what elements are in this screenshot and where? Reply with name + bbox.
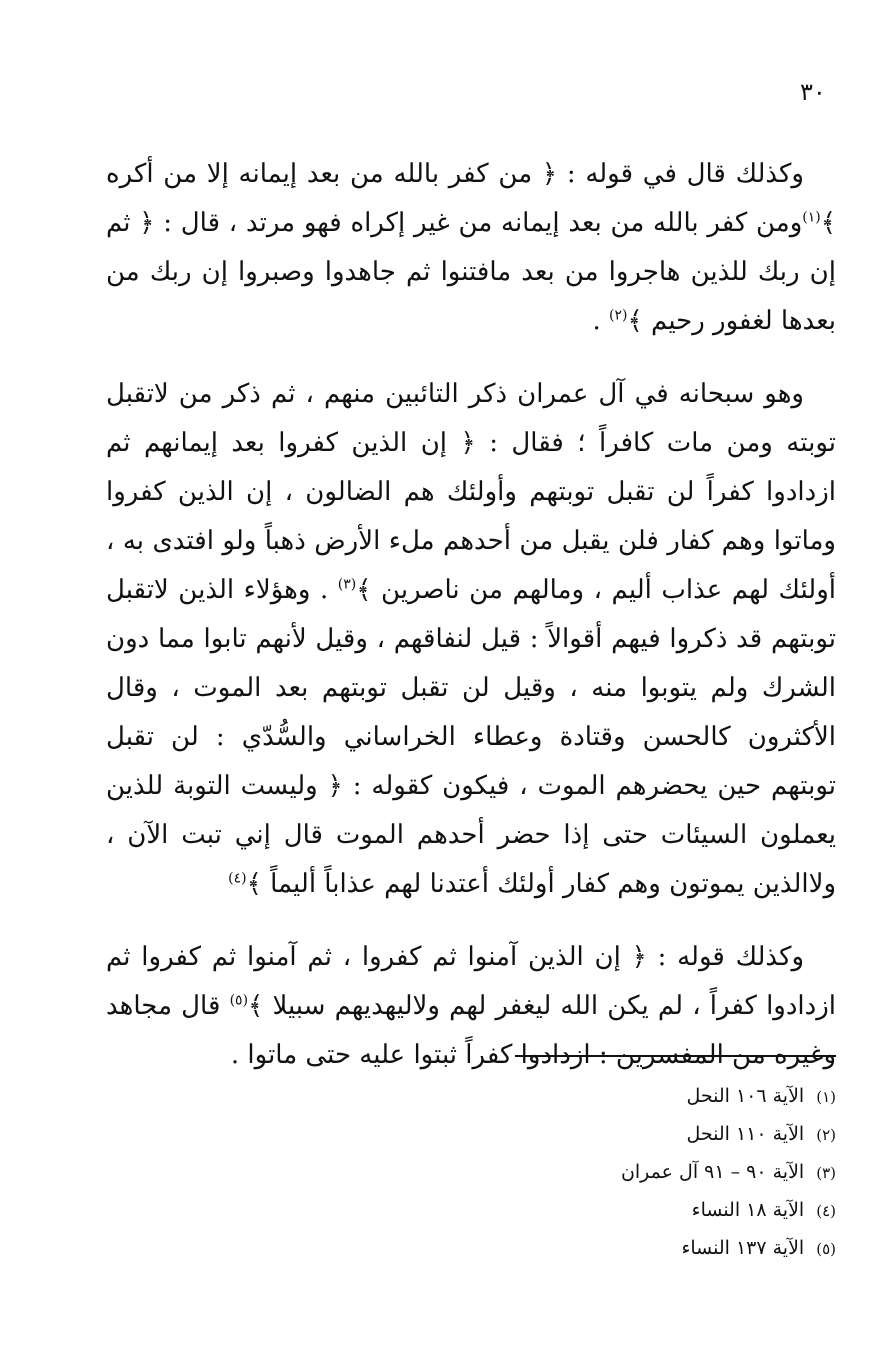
footnote-ref: (٥) — [229, 992, 249, 1009]
footnote-item — [560, 1230, 836, 1268]
paragraph-2 — [106, 370, 836, 909]
text-segment: وكذلك قوله : ﴿ إن الذين آمنوا ثم كفروا ، ثم آمنوا ثم كفروا ثم ازدادوا كفراً ، لم يكن الله ليغفر لهم ولاليهديهم سبيلا ﴾ — [106, 942, 837, 1021]
text-segment: . — [592, 306, 610, 336]
footnote-item — [560, 1078, 836, 1116]
footnote-number: (٥) — [816, 1240, 836, 1258]
footnote-number: (٢) — [816, 1126, 836, 1144]
main-text — [106, 150, 836, 1080]
footnote-ref: (٣) — [337, 576, 357, 593]
paragraph-1 — [106, 150, 836, 346]
footnote-separator — [515, 1055, 836, 1057]
footnote-text: الآية ١٨ النساء — [691, 1199, 805, 1221]
page-number: ٣٠ — [800, 78, 826, 106]
footnote-ref: (١) — [802, 209, 821, 226]
paragraph-3 — [106, 933, 836, 1080]
footnote-number: (١) — [816, 1088, 836, 1106]
footnote-text: الآية ١١٠ النحل — [686, 1123, 805, 1145]
footnote-text: الآية ٩٠ – ٩١ آل عمران — [620, 1161, 805, 1183]
footnote-number: (٤) — [816, 1202, 836, 1220]
footnote-ref: (٤) — [228, 870, 247, 887]
footnote-number: (٣) — [816, 1164, 836, 1182]
footnotes-list — [560, 1078, 836, 1268]
footnote-ref: (٢) — [609, 307, 628, 324]
text-segment: . وهؤلاء الذين لاتقبل توبتهم قد ذكروا فيهم أقوالاً : قيل لنفاقهم ، وقيل لأنهم تابوا مما دون الشرك ولم يتوبوا منه ، وقيل لن تقبل توبتهم بعد الموت ، وقال الأكثرون كالحسن وقتادة وعطاء الخراساني والسُّدّي : لن تقبل توبتهم حين يحضرهم الموت ، فيكون كقوله : ﴿ وليست التوبة للذين يعملون السيئات حتى إذا حضر أحدهم الموت قال إني تبت الآن ، ولاالذين يموتون وهم كفار أولئك أعتدنا لهم عذاباً أليماً ﴾ — [106, 575, 836, 899]
text-segment: قال مجاهد وغيره من المفسرين : ازدادوا كفراً ثبتوا عليه حتى ماتوا . — [106, 991, 836, 1070]
footnote-text: الآية ١٠٦ النحل — [686, 1085, 805, 1107]
footnote-item — [560, 1192, 836, 1230]
text-segment: وهو سبحانه في آل عمران ذكر التائبين منهم ، ثم ذكر من لاتقبل توبته ومن مات كافراً ؛ فقال : ﴿ إن الذين كفروا بعد إيمانهم ثم ازدادوا كفراً لن تقبل توبتهم وأولئك هم الضالون ، إن الذين كفروا وماتوا وهم كفار فلن يقبل من أحدهم ملء الأرض ذهباً ولو افتدى به ، أولئك لهم عذاب أليم ، ومالهم من ناصرين ﴾ — [106, 379, 837, 605]
footnote-item — [560, 1154, 836, 1192]
footnote-text: الآية ١٣٧ النساء — [681, 1237, 805, 1259]
footnote-item — [560, 1116, 836, 1154]
text-segment: وكذلك قال في قوله : ﴿ من كفر بالله من بعد إيمانه إلا من أكره ﴾ — [106, 159, 836, 238]
text-segment: ومن كفر بالله من بعد إيمانه من غير إكراه فهو مرتد ، قال : ﴿ ثم إن ربك للذين هاجروا من بعد مافتنوا ثم جاهدوا وصبروا إن ربك من بعدها لغفور رحيم ﴾ — [106, 208, 836, 336]
